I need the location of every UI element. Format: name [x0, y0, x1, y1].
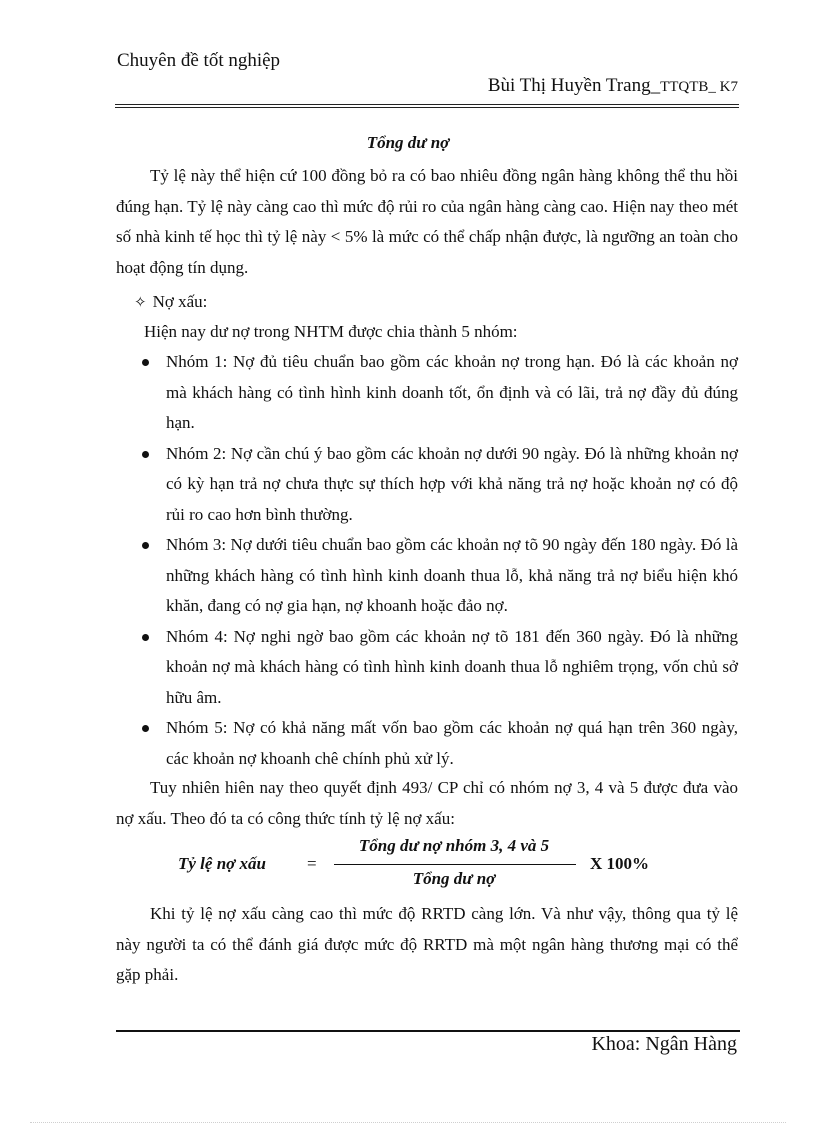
bullet-dot-icon	[142, 359, 149, 366]
formula-left: Tỷ lệ nợ xấu	[178, 854, 266, 873]
author-name: Bùi Thị Huyền Trang_	[487, 75, 661, 96]
paragraph-decision-493	[116, 773, 738, 834]
bad-debt-heading	[134, 287, 207, 318]
paragraph-text: Tỷ lệ này thể hiện cứ 100 đồng bỏ ra có bao nhiêu đồng ngân hàng không thể thu hồi đúng hạn. Tỷ lệ này càng cao thì mức độ rủi ro của ngân hàng càng cao. Hiện nay theo mét số nhà kinh tế học thì tỷ lệ này < 5% là mức có thể chấp nhận được, là ngưỡng an toàn cho hoạt động tín dụng.	[116, 166, 738, 277]
debt-group-list	[140, 347, 738, 774]
class-code: TTQTB_ K7	[660, 79, 738, 95]
list-item: Nhóm 3: Nợ dưới tiêu chuẩn bao gồm các khoản nợ tõ 90 ngày đến 180 ngày. Đó là những khách hàng có tình hình kinh doanh thua lỗ, khả năng trả nợ biểu hiện khó khăn, đang có nợ gia hạn, nợ khoanh hoặc đảo nợ.	[140, 530, 738, 622]
bullet-dot-icon	[142, 725, 149, 732]
section-heading: Tổng dư nợ	[366, 133, 450, 152]
paragraph-conclusion	[116, 899, 738, 991]
groups-intro: Hiện nay dư nợ trong NHTM được chia thành 5 nhóm:	[144, 322, 518, 341]
formula-numerator: Tổng dư nợ nhóm 3, 4 và 5	[358, 836, 550, 855]
list-item: Nhóm 5: Nợ có khả năng mất vốn bao gồm các khoản nợ quá hạn trên 360 ngày, các khoản nợ khoanh chê chính phủ xử lý.	[140, 713, 738, 774]
formula-multiplier: X 100%	[590, 854, 650, 873]
header-rule-top	[115, 104, 739, 105]
list-item: Nhóm 4: Nợ nghi ngờ bao gồm các khoản nợ tõ 181 đến 360 ngày. Đó là những khoản nợ mà khách hàng có tình hình kinh doanh thua lỗ nghiêm trọng, vốn chủ sở hữu âm.	[140, 622, 738, 714]
header-title: Chuyên đề tốt nghiệp	[117, 50, 281, 71]
bad-debt-formula	[0, 836, 816, 896]
list-item: Nhóm 2: Nợ cần chú ý bao gồm các khoản nợ dưới 90 ngày. Đó là những khoản nợ có kỳ hạn trả nợ chưa thực sự thích hợp với khả năng trả nợ hoặc khoản nợ có độ rủi ro cao hơn bình thường.	[140, 439, 738, 531]
paragraph-text: Khi tỷ lệ nợ xấu càng cao thì mức độ RRTD càng lớn. Và như vậy, thông qua tỷ lệ này người ta có thể đánh giá được mức độ RRTD mà một ngân hàng thương mại có thể gặp phải.	[116, 904, 738, 984]
bullet-dot-icon	[142, 451, 149, 458]
bad-debt-label: Nợ xấu:	[152, 292, 208, 311]
bullet-dot-icon	[142, 542, 149, 549]
star-bullet-icon: ✧	[134, 295, 147, 311]
formula-denominator: Tổng dư nợ	[412, 869, 496, 888]
paragraph-ratio-explanation	[116, 161, 738, 283]
footer-faculty: Khoa: Ngân Hàng	[591, 1033, 737, 1055]
paragraph-text: Tuy nhiên hiên nay theo quyết định 493/ CP chỉ có nhóm nợ 3, 4 và 5 được đưa vào nợ xấu. Theo đó ta có công thức tính tỷ lệ nợ xấu:	[116, 778, 738, 828]
footer-rule	[116, 1030, 740, 1032]
fraction-bar	[334, 864, 576, 865]
formula-equals: =	[307, 854, 317, 873]
bullet-dot-icon	[142, 634, 149, 641]
header-author	[488, 75, 738, 97]
header-rule-bottom	[115, 107, 739, 108]
list-item: Nhóm 1: Nợ đủ tiêu chuẩn bao gồm các khoản nợ trong hạn. Đó là các khoản nợ mà khách hàng có tình hình kinh doanh tốt, ổn định và có lãi, trả nợ đầy đủ đúng hạn.	[140, 347, 738, 439]
